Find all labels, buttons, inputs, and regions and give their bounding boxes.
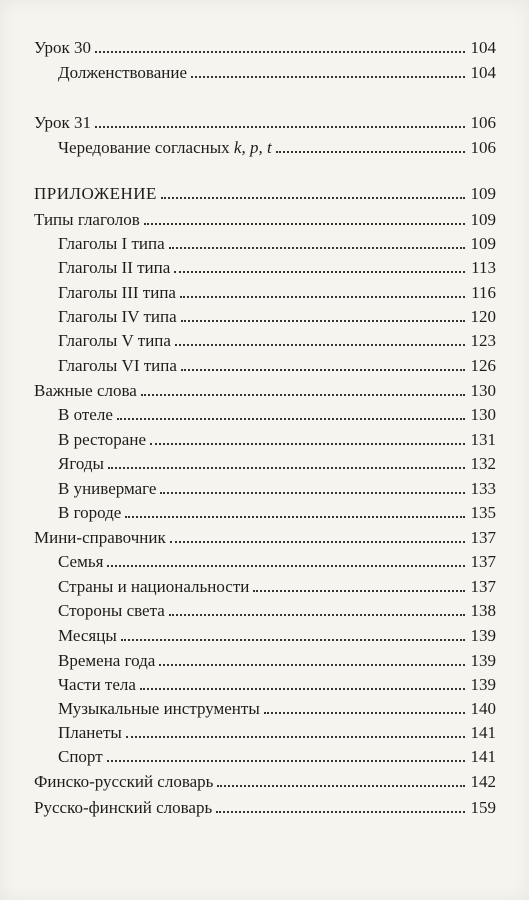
toc-page-number: 106	[470, 113, 496, 132]
toc-page-number: 137	[470, 552, 496, 571]
toc-page-number: 141	[470, 723, 496, 742]
toc-label: Стороны света	[58, 601, 165, 620]
toc-label: Времена года	[58, 651, 156, 670]
toc-page-number: 133	[470, 479, 496, 498]
toc-label: Урок 30	[34, 38, 92, 57]
toc-label: Глаголы III типа	[58, 283, 176, 302]
toc-page-number: 137	[470, 577, 496, 596]
toc-label: Типы глаголов	[34, 210, 140, 229]
toc-entry-consonant-gradation	[58, 136, 496, 158]
dot-leader	[180, 296, 465, 298]
dot-leader	[191, 76, 465, 78]
dot-leader	[181, 320, 465, 322]
toc-entry-russian-finnish-dictionary	[34, 796, 496, 818]
toc-page-number: 139	[470, 626, 496, 645]
toc-entry-berries	[58, 452, 496, 474]
dot-leader	[169, 614, 465, 616]
toc-page-number: 138	[470, 601, 496, 620]
toc-page-number: 142	[470, 772, 496, 791]
toc-entry-department-store	[58, 477, 496, 499]
toc-page-number: 135	[470, 503, 496, 522]
toc-entry-cardinal-directions	[58, 599, 496, 621]
toc-entry-verb-type-4	[58, 305, 496, 327]
dot-leader	[140, 688, 465, 690]
toc-page-number: 109	[470, 184, 496, 203]
toc-page-number: 141	[470, 747, 496, 766]
dot-leader	[125, 516, 464, 518]
toc-label: Важные слова	[34, 381, 137, 400]
toc-entry-months	[58, 624, 496, 646]
toc-entry-verb-type-1	[58, 232, 496, 254]
toc-entry-lesson-30	[34, 36, 496, 58]
toc-label: Музыкальные инструменты	[58, 699, 260, 718]
toc-entry-planets	[58, 721, 496, 743]
toc-label: Страны и национальности	[58, 577, 250, 596]
toc-label: В ресторане	[58, 430, 146, 449]
dot-leader	[107, 760, 465, 762]
toc-entry-obligation	[58, 61, 496, 83]
dot-leader	[253, 590, 464, 592]
dot-leader	[161, 197, 465, 199]
toc-page-number: 120	[470, 307, 496, 326]
toc-page-number: 131	[470, 430, 496, 449]
toc-label: Финско-русский словарь	[34, 772, 214, 791]
toc-page-number: 106	[470, 138, 496, 157]
toc-page-number: 116	[471, 283, 496, 302]
toc-label: Долженствование	[58, 63, 187, 82]
toc-page-number: 113	[471, 258, 496, 277]
toc-label: Ягоды	[58, 454, 104, 473]
toc-label: Глаголы II типа	[58, 258, 171, 277]
dot-leader	[181, 369, 465, 371]
dot-leader	[121, 639, 465, 641]
toc-entry-sport	[58, 745, 496, 767]
dot-leader	[108, 467, 465, 469]
toc-page-number: 109	[470, 234, 496, 253]
dot-leader	[175, 344, 465, 346]
toc-page-number: 137	[470, 528, 496, 547]
dot-leader	[95, 126, 464, 128]
toc-entry-verb-types	[34, 208, 496, 230]
toc-label: Месяцы	[58, 626, 117, 645]
toc-page-number: 123	[470, 331, 496, 350]
dot-leader	[159, 664, 464, 666]
dot-leader	[95, 51, 464, 53]
toc-page-number: 159	[470, 798, 496, 817]
toc-label-text: Чередование согласных	[58, 138, 230, 157]
toc-entry-verb-type-5	[58, 329, 496, 351]
dot-leader	[107, 565, 464, 567]
toc-label: Урок 31	[34, 113, 92, 132]
toc-entry-verb-type-3	[58, 281, 496, 303]
toc-entry-hotel	[58, 403, 496, 425]
toc-label: Мини-справочник	[34, 528, 166, 547]
dot-leader	[144, 223, 465, 225]
toc-label: Спорт	[58, 747, 103, 766]
toc-label: Части тела	[58, 675, 136, 694]
toc-entry-family	[58, 550, 496, 572]
dot-leader	[126, 736, 465, 738]
toc-label-italic: k, p, t	[233, 138, 272, 157]
toc-entry-countries	[58, 575, 496, 597]
toc-label: Глаголы IV типа	[58, 307, 177, 326]
toc-label: В универмаге	[58, 479, 157, 498]
toc-page-number: 130	[470, 405, 496, 424]
toc-page-number: 130	[470, 381, 496, 400]
dot-leader	[216, 811, 464, 813]
toc-label: Русско-финский словарь	[34, 798, 213, 817]
toc-label: Глаголы VI типа	[58, 356, 177, 375]
toc-label: Планеты	[58, 723, 122, 742]
toc-entry-restaurant	[58, 428, 496, 450]
toc-label: В городе	[58, 503, 122, 522]
dot-leader	[264, 712, 465, 714]
toc-entry-lesson-31	[34, 111, 496, 133]
dot-leader	[170, 541, 465, 543]
toc-entry-important-words	[34, 379, 496, 401]
toc-page-number: 139	[470, 675, 496, 694]
toc-entry-verb-type-6	[58, 354, 496, 376]
toc-page-number: 104	[470, 38, 496, 57]
toc-entry-body-parts	[58, 673, 496, 695]
dot-leader	[160, 492, 464, 494]
toc-entry-mini-reference	[34, 526, 496, 548]
toc-label: Глаголы V типа	[58, 331, 171, 350]
toc-entry-finnish-russian-dictionary	[34, 770, 496, 792]
toc-label	[58, 138, 276, 158]
toc-page-number: 140	[470, 699, 496, 718]
dot-leader	[174, 271, 465, 273]
dot-leader	[150, 443, 465, 445]
toc-page-number: 126	[470, 356, 496, 375]
toc-label: Глаголы I типа	[58, 234, 165, 253]
toc-entry-instruments	[58, 697, 496, 719]
toc-label: В отеле	[58, 405, 113, 424]
dot-leader	[276, 151, 465, 153]
toc-page-number: 104	[470, 63, 496, 82]
toc-page-number: 132	[470, 454, 496, 473]
toc-page-number: 109	[470, 210, 496, 229]
toc-label: Семья	[58, 552, 104, 571]
toc-entry-seasons	[58, 649, 496, 671]
toc-entry-city	[58, 501, 496, 523]
toc-label: ПРИЛОЖЕНИЕ	[34, 184, 157, 203]
toc-entry-verb-type-2	[58, 256, 496, 278]
dot-leader	[117, 418, 465, 420]
dot-leader	[141, 394, 465, 396]
toc-entry-appendix	[34, 182, 496, 204]
dot-leader	[169, 247, 465, 249]
dot-leader	[217, 785, 464, 787]
toc-page-number: 139	[470, 651, 496, 670]
